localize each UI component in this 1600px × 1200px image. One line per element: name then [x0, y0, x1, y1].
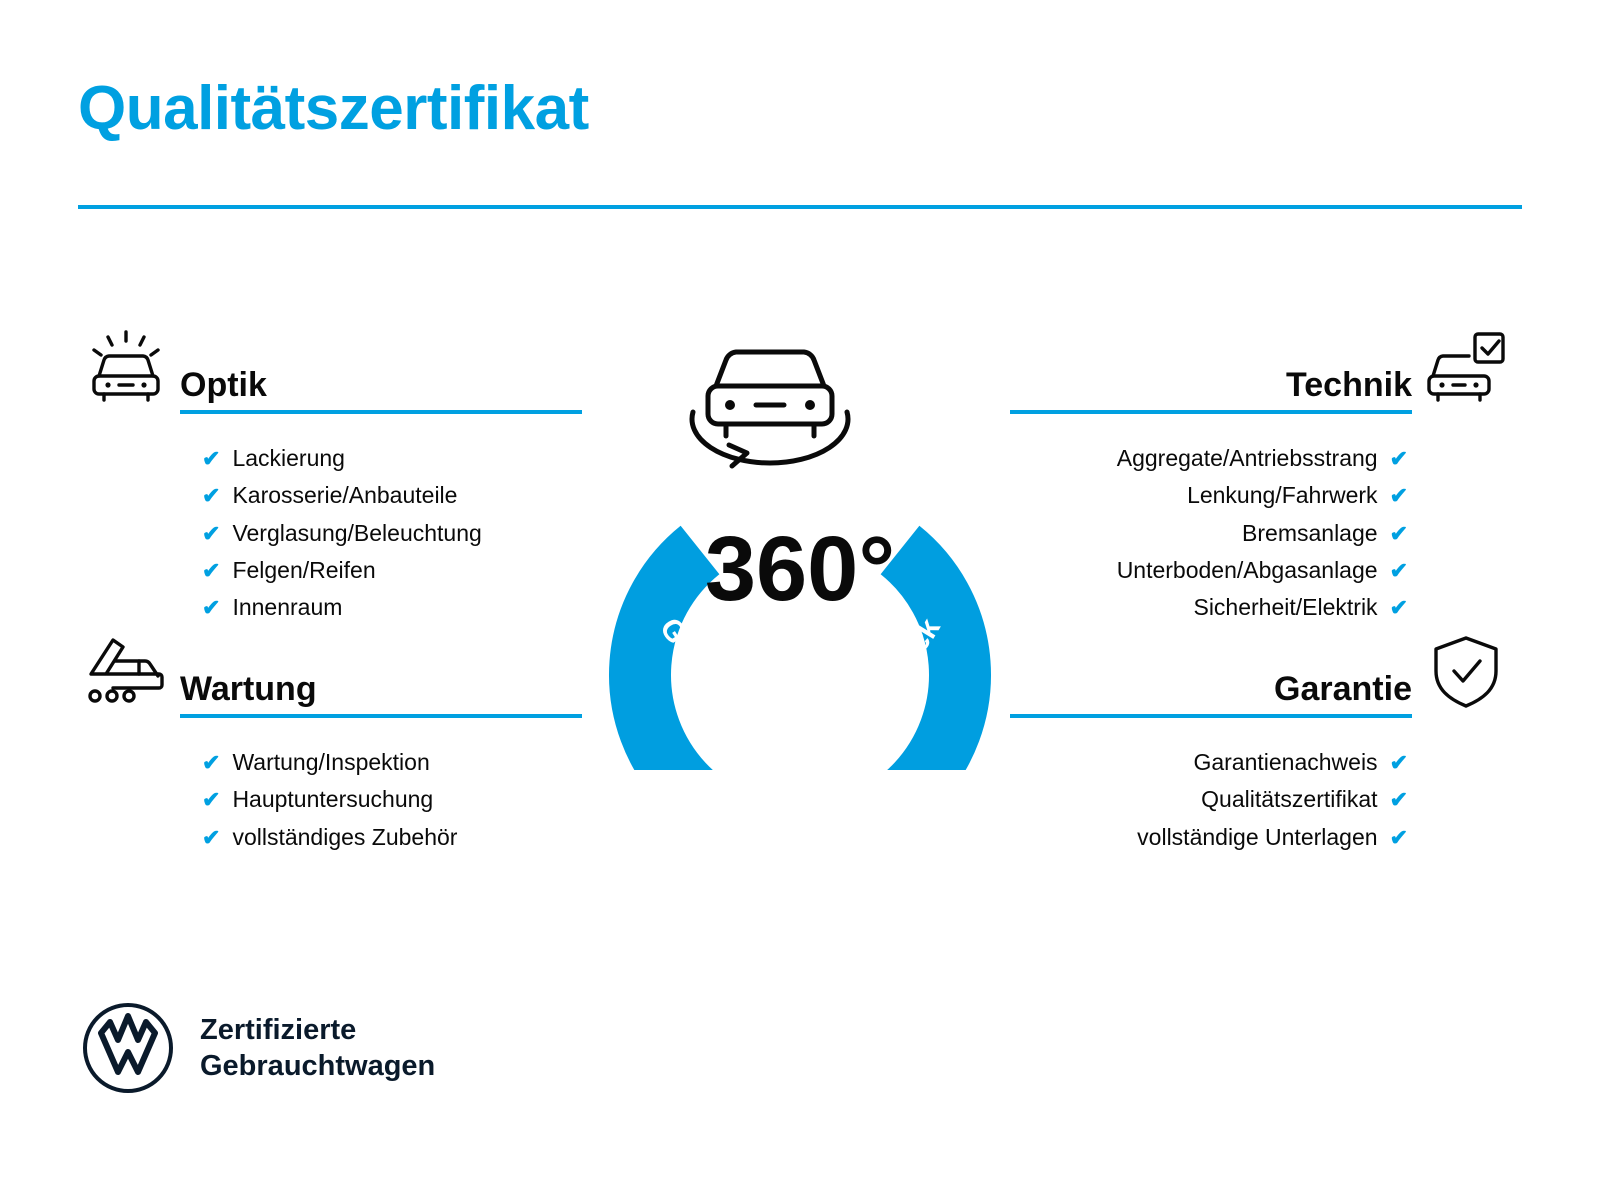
list-item-label: Sicherheit/Elektrik [1193, 594, 1378, 620]
badge-360-check [580, 300, 1020, 770]
list-item [72, 440, 582, 477]
check-icon: ✔ [202, 446, 221, 471]
section-items-technik [1010, 414, 1520, 626]
list-item [72, 477, 582, 514]
section-title-wartung: Wartung [180, 670, 317, 709]
check-icon: ✔ [1389, 483, 1408, 509]
list-item-label: Verglasung/Beleuchtung [232, 519, 482, 546]
section-optik [72, 338, 582, 626]
list-item-label: Hauptuntersuchung [232, 786, 434, 813]
list-item-label: Innenraum [232, 594, 343, 620]
list-item-label: Qualitätszertifikat [1201, 786, 1378, 813]
check-icon: ✔ [202, 750, 221, 775]
list-item-label: Wartung/Inspektion [232, 749, 430, 775]
footer-brand [80, 1000, 435, 1096]
list-item [1010, 744, 1520, 781]
list-item [1010, 819, 1520, 856]
list-item [1010, 781, 1520, 818]
section-title-garantie: Garantie [1274, 670, 1412, 709]
footer-text [200, 1012, 435, 1085]
list-item [1010, 477, 1520, 514]
list-item-label: Lenkung/Fahrwerk [1187, 482, 1378, 509]
list-item-label: vollständiges Zubehör [232, 823, 458, 850]
list-item-label: Lackierung [232, 445, 345, 471]
list-item [1010, 515, 1520, 552]
list-item-label: Felgen/Reifen [232, 556, 376, 583]
section-items-optik [72, 414, 582, 626]
list-item [72, 515, 582, 552]
check-icon: ✔ [202, 824, 221, 850]
section-rule-garantie [1010, 714, 1412, 718]
check-icon: ✔ [1389, 787, 1408, 813]
title-divider [78, 205, 1522, 209]
check-icon: ✔ [1389, 595, 1408, 620]
list-item [1010, 440, 1520, 477]
shield-check-icon [1412, 630, 1520, 718]
section-rule-wartung [180, 714, 582, 718]
list-item [1010, 589, 1520, 626]
list-item [72, 781, 582, 818]
section-wartung [72, 642, 582, 856]
car-checklist-icon [1412, 326, 1520, 414]
list-item [1010, 552, 1520, 589]
check-icon: ✔ [202, 483, 221, 509]
check-icon: ✔ [1389, 520, 1408, 546]
badge-ring-label: Gebrauchtwagen-Check [653, 612, 947, 718]
check-icon: ✔ [202, 520, 221, 546]
list-item [72, 552, 582, 589]
list-item-label: Bremsanlage [1242, 519, 1378, 546]
section-technik [1010, 338, 1520, 626]
check-icon: ✔ [202, 787, 221, 813]
car-360-icon [692, 352, 848, 466]
section-rule-technik [1010, 410, 1412, 414]
list-item [72, 819, 582, 856]
list-item-label: Aggregate/Antriebsstrang [1116, 445, 1378, 471]
car-lift-icon [72, 630, 180, 718]
car-front-shine-icon [72, 326, 180, 414]
list-item-label: vollständige Unterlagen [1137, 823, 1378, 850]
footer-line-2: Gebrauchtwagen [200, 1050, 436, 1082]
page-title: Qualitätszertifikat [78, 74, 589, 143]
check-icon: ✔ [202, 557, 221, 583]
check-icon: ✔ [1389, 824, 1408, 850]
section-title-optik: Optik [180, 366, 267, 405]
vw-logo [80, 1000, 176, 1096]
section-garantie [1010, 642, 1520, 856]
check-icon: ✔ [202, 595, 221, 620]
list-item-label: Unterboden/Abgasanlage [1116, 556, 1378, 583]
list-item [72, 744, 582, 781]
list-item-label: Karosserie/Anbauteile [232, 482, 458, 509]
check-icon: ✔ [1389, 557, 1408, 583]
footer-line-1: Zertifizierte [200, 1013, 357, 1046]
list-item [72, 589, 582, 626]
badge-value: 360° [704, 518, 896, 620]
check-icon: ✔ [1389, 446, 1408, 471]
section-title-technik: Technik [1286, 366, 1412, 405]
check-icon: ✔ [1389, 750, 1408, 775]
section-rule-optik [180, 410, 582, 414]
section-items-wartung [72, 718, 582, 856]
section-items-garantie [1010, 718, 1520, 856]
list-item-label: Garantienachweis [1193, 749, 1378, 775]
